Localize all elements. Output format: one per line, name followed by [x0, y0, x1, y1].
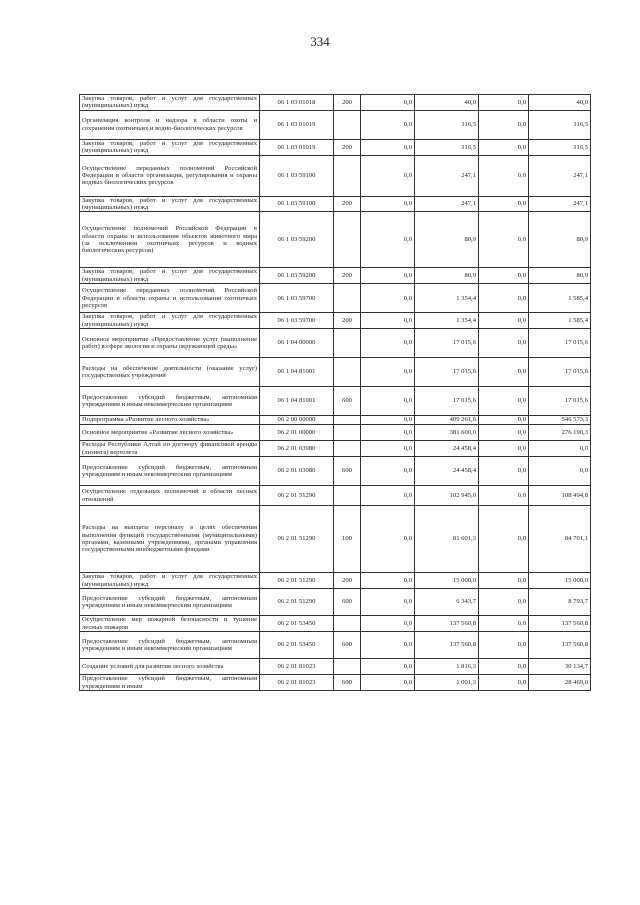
- table-row: [80, 313, 591, 329]
- table-row: [80, 95, 591, 111]
- budget-item-name: Осуществление отдельных полномочий в области лесных отношений: [80, 486, 260, 506]
- target-article-code: 06 2 01 51290: [260, 506, 334, 573]
- budget-item-name: Предоставление субсидий бюджетным, автономным учреждениям и иным некоммерческим организациям: [80, 632, 260, 659]
- amount-col-3: 0,0: [479, 416, 529, 425]
- amount-col-4: 247,1: [529, 155, 591, 196]
- expense-type-code: [334, 212, 361, 268]
- expense-type-code: 600: [334, 675, 361, 691]
- amount-col-2: 1 354,4: [415, 313, 479, 329]
- amount-col-2: 247,1: [415, 196, 479, 212]
- table-body: [80, 95, 591, 691]
- budget-item-name: Предоставление субсидий бюджетным, автономным учреждениям и иным некоммерческим организациям: [80, 589, 260, 616]
- expense-type-code: [334, 659, 361, 675]
- expense-type-code: 600: [334, 457, 361, 486]
- amount-col-3: 0,0: [479, 616, 529, 632]
- budget-item-name: Основное мероприятие «Развитие лесного хозяйства»: [80, 425, 260, 441]
- expense-type-code: 200: [334, 573, 361, 589]
- amount-col-2: 24 458,4: [415, 457, 479, 486]
- target-article-code: 06 2 01 81023: [260, 675, 334, 691]
- amount-col-3: 0,0: [479, 425, 529, 441]
- budget-table: [79, 94, 591, 691]
- amount-col-1: 0,0: [361, 212, 415, 268]
- amount-col-1: 0,0: [361, 110, 415, 139]
- amount-col-3: 0,0: [479, 358, 529, 387]
- target-article-code: 06 2 00 00000: [260, 416, 334, 425]
- expense-type-code: [334, 284, 361, 313]
- amount-col-2: 40,0: [415, 95, 479, 111]
- amount-col-1: 0,0: [361, 358, 415, 387]
- target-article-code: 06 2 01 03980: [260, 457, 334, 486]
- amount-col-3: 0,0: [479, 155, 529, 196]
- budget-item-name: Закупка товаров, работ и услуг для государственных (муниципальных) нужд: [80, 139, 260, 155]
- amount-col-2: 24 458,4: [415, 441, 479, 457]
- amount-col-4: 1 585,4: [529, 284, 591, 313]
- amount-col-2: 316,5: [415, 110, 479, 139]
- table-row: [80, 441, 591, 457]
- expense-type-code: 100: [334, 506, 361, 573]
- expense-type-code: [334, 358, 361, 387]
- budget-item-name: Расходы Республики Алтай по договору финансовой аренды (лизинга) вертолета: [80, 441, 260, 457]
- budget-item-name: Подпрограмма «Развитие лесного хозяйства»: [80, 416, 260, 425]
- amount-col-2: 409 261,6: [415, 416, 479, 425]
- table-row: [80, 589, 591, 616]
- budget-item-name: Закупка товаров, работ и услуг для государственных (муниципальных) нужд: [80, 313, 260, 329]
- table-row: [80, 268, 591, 284]
- expense-type-code: [334, 329, 361, 358]
- amount-col-4: 137 560,8: [529, 616, 591, 632]
- budget-item-name: Осуществление переданных полномочий Российской Федерации в области организации, регулирования и охраны водных биологических ресурсов: [80, 155, 260, 196]
- target-article-code: 06 1 04 81001: [260, 387, 334, 416]
- amount-col-3: 0,0: [479, 675, 529, 691]
- amount-col-2: 316,5: [415, 139, 479, 155]
- table-row: [80, 358, 591, 387]
- table-row: [80, 486, 591, 506]
- table-row: [80, 196, 591, 212]
- budget-item-name: Осуществление мер пожарной безопасности и тушение лесных пожаров: [80, 616, 260, 632]
- expense-type-code: [334, 425, 361, 441]
- amount-col-4: 80,9: [529, 212, 591, 268]
- amount-col-2: 137 560,8: [415, 616, 479, 632]
- amount-col-1: 0,0: [361, 387, 415, 416]
- amount-col-3: 0,0: [479, 659, 529, 675]
- budget-item-name: Основное мероприятие «Предоставление услуг (выполнение работ) в сфере экологии и охраны окружающей среды»: [80, 329, 260, 358]
- expense-type-code: [334, 416, 361, 425]
- amount-col-3: 0,0: [479, 196, 529, 212]
- amount-col-1: 0,0: [361, 268, 415, 284]
- amount-col-2: 1 354,4: [415, 284, 479, 313]
- amount-col-3: 0,0: [479, 457, 529, 486]
- amount-col-3: 0,0: [479, 632, 529, 659]
- target-article-code: 06 1 03 59100: [260, 155, 334, 196]
- expense-type-code: 200: [334, 95, 361, 111]
- amount-col-4: 30 134,7: [529, 659, 591, 675]
- target-article-code: 06 1 03 01019: [260, 110, 334, 139]
- expense-type-code: 600: [334, 589, 361, 616]
- expense-type-code: [334, 616, 361, 632]
- budget-item-name: Расходы на обеспечение деятельности (оказание услуг) государственных учреждений: [80, 358, 260, 387]
- expense-type-code: 200: [334, 313, 361, 329]
- amount-col-4: 80,9: [529, 268, 591, 284]
- budget-item-name: Закупка товаров, работ и услуг для государственных (муниципальных) нужд: [80, 95, 260, 111]
- target-article-code: 06 2 01 51290: [260, 589, 334, 616]
- target-article-code: 06 1 03 01018: [260, 95, 334, 111]
- amount-col-2: 81 601,3: [415, 506, 479, 573]
- amount-col-1: 0,0: [361, 486, 415, 506]
- amount-col-4: 17 015,6: [529, 387, 591, 416]
- amount-col-3: 0,0: [479, 387, 529, 416]
- table-row: [80, 425, 591, 441]
- target-article-code: 06 1 04 00000: [260, 329, 334, 358]
- amount-col-4: 0,0: [529, 441, 591, 457]
- amount-col-1: 0,0: [361, 313, 415, 329]
- expense-type-code: 600: [334, 632, 361, 659]
- amount-col-2: 6 343,7: [415, 589, 479, 616]
- amount-col-3: 0,0: [479, 284, 529, 313]
- amount-col-1: 0,0: [361, 659, 415, 675]
- table-row: [80, 506, 591, 573]
- target-article-code: 06 2 01 00000: [260, 425, 334, 441]
- target-article-code: 06 2 01 81023: [260, 659, 334, 675]
- amount-col-1: 0,0: [361, 196, 415, 212]
- page-number: 334: [310, 34, 330, 49]
- target-article-code: 06 1 04 81001: [260, 358, 334, 387]
- amount-col-1: 0,0: [361, 632, 415, 659]
- amount-col-3: 0,0: [479, 110, 529, 139]
- expense-type-code: [334, 486, 361, 506]
- amount-col-3: 0,0: [479, 589, 529, 616]
- table-row: [80, 139, 591, 155]
- target-article-code: 06 2 01 53450: [260, 616, 334, 632]
- expense-type-code: 200: [334, 196, 361, 212]
- amount-col-4: 84 701,1: [529, 506, 591, 573]
- amount-col-3: 0,0: [479, 95, 529, 111]
- table-row: [80, 675, 591, 691]
- budget-item-name: Закупка товаров, работ и услуг для государственных (муниципальных) нужд: [80, 573, 260, 589]
- table-row: [80, 284, 591, 313]
- target-article-code: 06 1 03 59700: [260, 284, 334, 313]
- amount-col-4: 0,0: [529, 457, 591, 486]
- amount-col-1: 0,0: [361, 441, 415, 457]
- budget-item-name: Предоставление субсидий бюджетным, автономным учреждениям и иным: [80, 675, 260, 691]
- amount-col-1: 0,0: [361, 425, 415, 441]
- expense-type-code: 200: [334, 139, 361, 155]
- amount-col-1: 0,0: [361, 675, 415, 691]
- budget-item-name: Предоставление субсидий бюджетным, автономным учреждениям и иным некоммерческим организациям: [80, 387, 260, 416]
- table-row: [80, 573, 591, 589]
- target-article-code: 06 2 01 53450: [260, 632, 334, 659]
- amount-col-3: 0,0: [479, 573, 529, 589]
- target-article-code: 06 1 03 59700: [260, 313, 334, 329]
- amount-col-3: 0,0: [479, 212, 529, 268]
- target-article-code: 06 2 01 51290: [260, 573, 334, 589]
- expense-type-code: 600: [334, 387, 361, 416]
- amount-col-3: 0,0: [479, 486, 529, 506]
- budget-item-name: Закупка товаров, работ и услуг для государственных (муниципальных) нужд: [80, 268, 260, 284]
- amount-col-4: 17 015,6: [529, 329, 591, 358]
- amount-col-2: 1 001,3: [415, 675, 479, 691]
- amount-col-3: 0,0: [479, 139, 529, 155]
- amount-col-3: 0,0: [479, 506, 529, 573]
- amount-col-4: 247,1: [529, 196, 591, 212]
- amount-col-4: 17 015,6: [529, 358, 591, 387]
- target-article-code: 06 1 03 59100: [260, 196, 334, 212]
- table-row: [80, 329, 591, 358]
- amount-col-2: 102 945,0: [415, 486, 479, 506]
- amount-col-4: 546 573,3: [529, 416, 591, 425]
- budget-item-name: Расходы на выплаты персоналу в целях обеспечения выполнения функций государственными (муниципальными) органами, казенными учреждениями, органами управления государственными внебюджетными фондами: [80, 506, 260, 573]
- table-row: [80, 616, 591, 632]
- amount-col-4: 40,0: [529, 95, 591, 111]
- amount-col-1: 0,0: [361, 457, 415, 486]
- table-row: [80, 416, 591, 425]
- amount-col-4: 276 190,3: [529, 425, 591, 441]
- amount-col-3: 0,0: [479, 329, 529, 358]
- table-row: [80, 387, 591, 416]
- amount-col-4: 1 585,4: [529, 313, 591, 329]
- amount-col-3: 0,0: [479, 441, 529, 457]
- table-row: [80, 155, 591, 196]
- table-row: [80, 632, 591, 659]
- amount-col-2: 15 000,0: [415, 573, 479, 589]
- amount-col-1: 0,0: [361, 573, 415, 589]
- amount-col-2: 247,1: [415, 155, 479, 196]
- amount-col-2: 80,9: [415, 268, 479, 284]
- amount-col-2: 381 600,0: [415, 425, 479, 441]
- amount-col-2: 1 816,3: [415, 659, 479, 675]
- expense-type-code: [334, 155, 361, 196]
- amount-col-2: 137 560,8: [415, 632, 479, 659]
- expense-type-code: [334, 110, 361, 139]
- budget-item-name: Закупка товаров, работ и услуг для государственных (муниципальных) нужд: [80, 196, 260, 212]
- amount-col-3: 0,0: [479, 268, 529, 284]
- amount-col-4: 8 793,7: [529, 589, 591, 616]
- amount-col-1: 0,0: [361, 139, 415, 155]
- amount-col-4: 137 560,8: [529, 632, 591, 659]
- target-article-code: 06 2 01 03980: [260, 441, 334, 457]
- target-article-code: 06 1 03 59200: [260, 268, 334, 284]
- amount-col-4: 316,5: [529, 110, 591, 139]
- amount-col-2: 80,9: [415, 212, 479, 268]
- expense-type-code: [334, 441, 361, 457]
- amount-col-4: 108 494,8: [529, 486, 591, 506]
- amount-col-4: 316,5: [529, 139, 591, 155]
- amount-col-1: 0,0: [361, 506, 415, 573]
- target-article-code: 06 1 03 59200: [260, 212, 334, 268]
- amount-col-1: 0,0: [361, 616, 415, 632]
- table-row: [80, 212, 591, 268]
- budget-item-name: Осуществление переданных полномочий Российской Федерации в области охраны и использования охотничьих ресурсов: [80, 284, 260, 313]
- amount-col-1: 0,0: [361, 95, 415, 111]
- amount-col-2: 17 015,6: [415, 358, 479, 387]
- budget-item-name: Создание условий для развития лесного хозяйства: [80, 659, 260, 675]
- expense-type-code: 200: [334, 268, 361, 284]
- amount-col-2: 17 015,6: [415, 329, 479, 358]
- budget-item-name: Осуществление полномочий Российской Федерации в области охраны и использования объектов животного мира (за исключением охотничьих ресурсов и водных биологических ресурсов): [80, 212, 260, 268]
- amount-col-4: 15 000,0: [529, 573, 591, 589]
- table-row: [80, 110, 591, 139]
- target-article-code: 06 1 03 01019: [260, 139, 334, 155]
- amount-col-1: 0,0: [361, 589, 415, 616]
- budget-item-name: Организация контроля и надзора в области охоты и сохранения охотничьих и водно-биологических ресурсов: [80, 110, 260, 139]
- amount-col-1: 0,0: [361, 416, 415, 425]
- table-row: [80, 457, 591, 486]
- table-row: [80, 659, 591, 675]
- amount-col-3: 0,0: [479, 313, 529, 329]
- target-article-code: 06 2 01 51290: [260, 486, 334, 506]
- amount-col-1: 0,0: [361, 329, 415, 358]
- amount-col-1: 0,0: [361, 155, 415, 196]
- budget-item-name: Предоставление субсидий бюджетным, автономным учреждениям и иным некоммерческим организациям: [80, 457, 260, 486]
- amount-col-4: 28 469,0: [529, 675, 591, 691]
- amount-col-1: 0,0: [361, 284, 415, 313]
- amount-col-2: 17 015,6: [415, 387, 479, 416]
